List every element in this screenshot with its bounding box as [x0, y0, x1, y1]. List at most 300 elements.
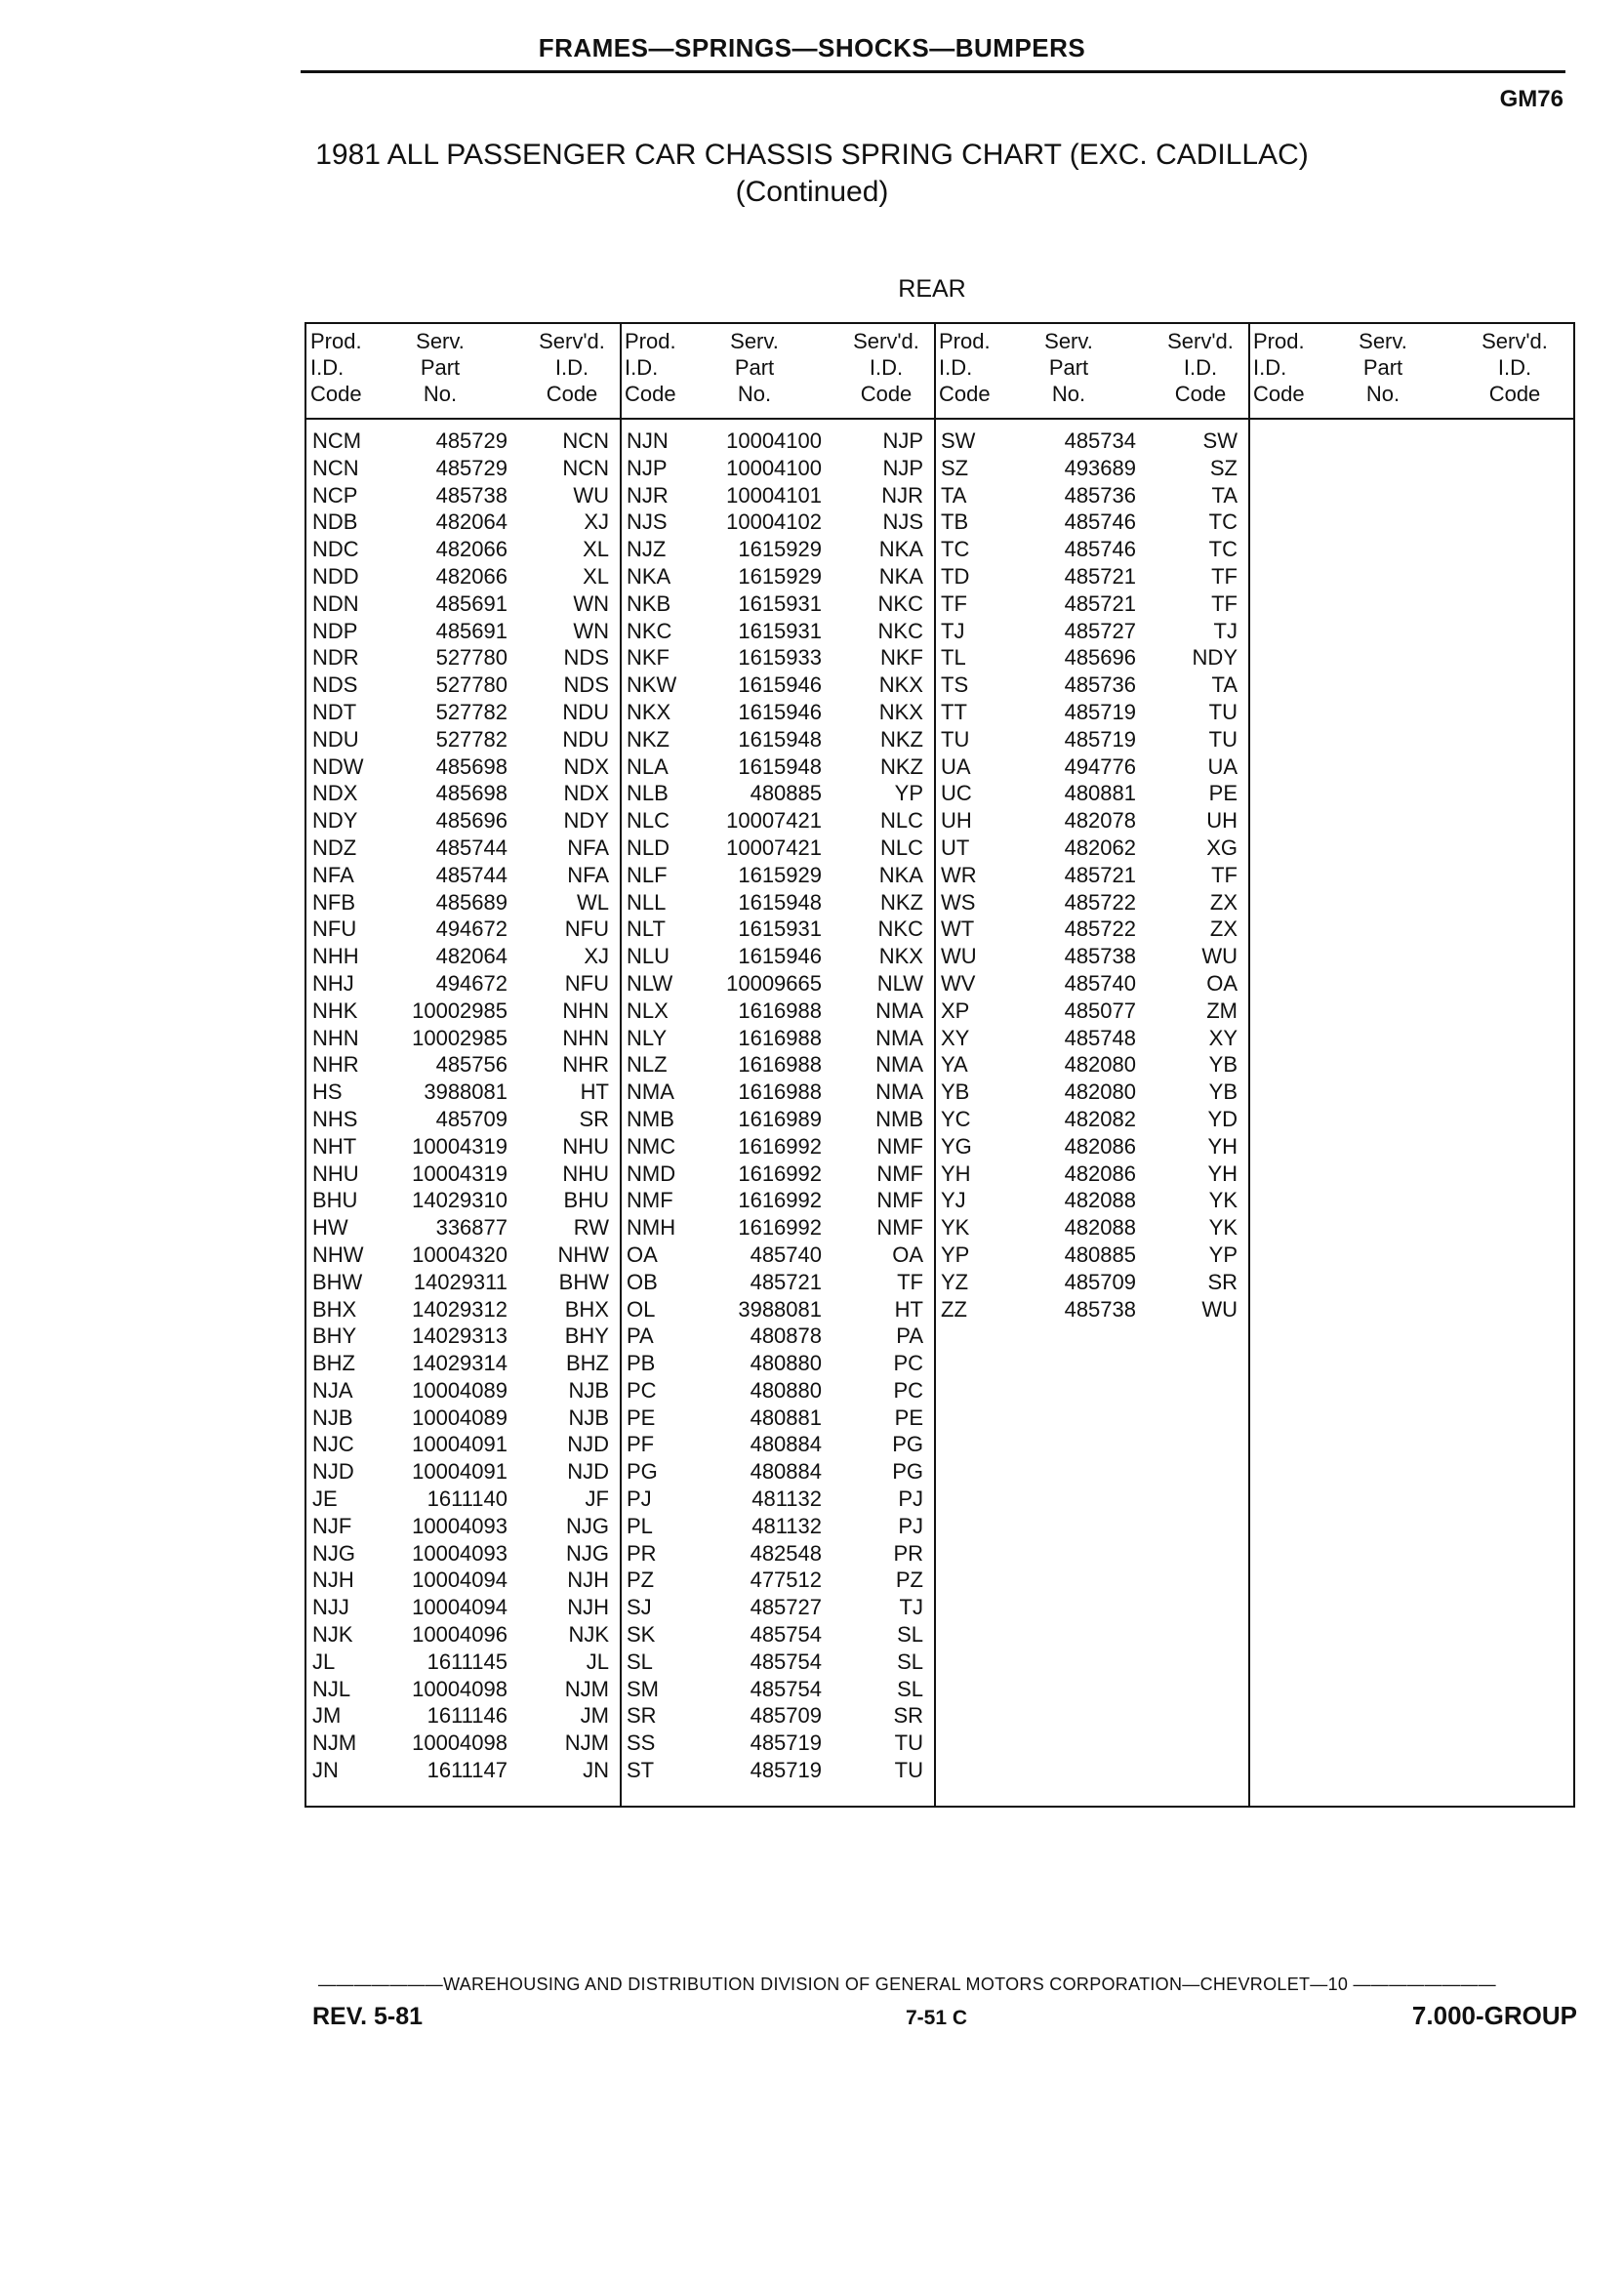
servd-id-code: XL	[583, 563, 609, 589]
servd-id-code: NJK	[568, 1622, 609, 1648]
prod-id-code: NKA	[627, 563, 671, 589]
table-row	[621, 998, 935, 1025]
servd-id-code: OA	[1206, 970, 1238, 996]
prod-id-code: NHS	[312, 1106, 358, 1131]
table-row	[621, 1214, 935, 1242]
prod-id-code: NJG	[312, 1540, 355, 1566]
header-text: I.D.	[310, 355, 345, 380]
table-row	[621, 1160, 935, 1188]
table-row	[306, 482, 621, 509]
table-row	[621, 916, 935, 943]
table-row	[935, 916, 1249, 943]
header-text: Prod.	[1253, 329, 1305, 353]
table-row	[306, 1160, 621, 1188]
table-row	[935, 780, 1249, 807]
serv-part-no: 3988081	[424, 1079, 508, 1105]
servd-id-code: NJD	[567, 1459, 609, 1485]
serv-part-no: 1615931	[738, 916, 822, 942]
prod-id-code: NDY	[312, 808, 358, 834]
prod-id-code: JE	[312, 1486, 338, 1512]
table-row	[306, 1676, 621, 1703]
table-row	[306, 1051, 621, 1079]
serv-part-no: 485689	[435, 889, 508, 915]
servd-id-code: SR	[579, 1106, 609, 1131]
servd-id-code: NJD	[567, 1432, 609, 1457]
prod-id-code: OL	[627, 1296, 656, 1322]
serv-part-no: 485754	[750, 1676, 822, 1701]
header-text: Code	[860, 382, 913, 406]
prod-id-code: HS	[312, 1079, 343, 1105]
prod-id-code: NJJ	[312, 1595, 349, 1620]
prod-id-code: NKC	[627, 618, 672, 643]
servd-id-code: NKC	[877, 916, 923, 942]
table-row	[935, 1242, 1249, 1269]
table-row	[306, 1079, 621, 1106]
serv-part-no: 10004101	[726, 482, 822, 508]
servd-id-code: HT	[894, 1296, 923, 1322]
table-row	[621, 1540, 935, 1568]
table-row	[935, 536, 1249, 563]
servd-id-code: XG	[1206, 835, 1238, 860]
servd-id-code: NDX	[563, 781, 609, 806]
servd-id-code: SL	[897, 1676, 923, 1701]
table-row	[306, 1757, 621, 1784]
servd-id-code: PE	[894, 1405, 923, 1430]
table-row	[306, 536, 621, 563]
table-row	[935, 889, 1249, 916]
prod-id-code: SS	[627, 1730, 656, 1756]
serv-part-no: 10004102	[726, 509, 822, 535]
serv-part-no: 10004094	[412, 1568, 508, 1593]
serv-part-no: 485738	[1064, 944, 1136, 969]
table-row	[621, 1106, 935, 1133]
serv-part-no: 485754	[750, 1622, 822, 1648]
table-row	[621, 1025, 935, 1052]
prod-id-code: TF	[941, 590, 967, 616]
servd-id-code: NKA	[878, 563, 923, 589]
serv-part-no: 482548	[750, 1540, 822, 1566]
header-serv-part-no	[710, 328, 798, 407]
servd-id-code: NMA	[875, 1025, 923, 1050]
serv-part-no: 485722	[1064, 916, 1136, 942]
servd-id-code: NJR	[881, 482, 923, 508]
servd-id-code: NKA	[878, 537, 923, 562]
serv-part-no: 527780	[435, 645, 508, 671]
table-row	[306, 1649, 621, 1676]
servd-id-code: TU	[894, 1730, 923, 1756]
prod-id-code: NDR	[312, 645, 359, 671]
prod-id-code: NDB	[312, 509, 358, 535]
servd-id-code: TJ	[1213, 618, 1238, 643]
prod-id-code: TS	[941, 672, 969, 698]
serv-part-no: 527782	[435, 726, 508, 752]
prod-id-code: NKW	[627, 672, 677, 698]
serv-part-no: 10004091	[412, 1432, 508, 1457]
servd-id-code: TC	[1208, 537, 1238, 562]
table-row	[306, 753, 621, 781]
prod-id-code: YP	[941, 1242, 970, 1267]
serv-part-no: 485736	[1064, 482, 1136, 508]
servd-id-code: NMA	[875, 1052, 923, 1078]
header-text: Code	[939, 382, 991, 406]
serv-part-no: 1616988	[738, 1052, 822, 1078]
serv-part-no: 485721	[1064, 563, 1136, 589]
prod-id-code: NDD	[312, 563, 359, 589]
servd-id-code: RW	[573, 1215, 609, 1241]
serv-part-no: 10004089	[412, 1405, 508, 1430]
table-row	[621, 1730, 935, 1757]
prod-id-code: YB	[941, 1079, 970, 1105]
serv-part-no: 481132	[751, 1486, 822, 1512]
servd-id-code: NDY	[1192, 645, 1238, 671]
servd-id-code: NJS	[882, 509, 923, 535]
prod-id-code: NMH	[627, 1215, 676, 1241]
prod-id-code: NJF	[312, 1513, 352, 1538]
prod-id-code: NKZ	[627, 726, 670, 752]
servd-id-code: ZX	[1209, 889, 1238, 915]
serv-part-no: 485721	[1064, 862, 1136, 887]
prod-id-code: NMF	[627, 1188, 673, 1213]
serv-part-no: 1611146	[426, 1703, 508, 1729]
prod-id-code: PG	[627, 1459, 658, 1485]
prod-id-code: PR	[627, 1540, 657, 1566]
serv-part-no: 10004100	[726, 455, 822, 480]
header-prod-id-code	[939, 328, 1027, 407]
servd-id-code: NKF	[880, 645, 923, 671]
prod-id-code: SW	[941, 428, 976, 453]
serv-part-no: 482086	[1064, 1160, 1136, 1186]
prod-id-code: XP	[941, 998, 970, 1023]
serv-part-no: 485719	[1064, 699, 1136, 724]
prod-id-code: NLL	[627, 889, 667, 915]
serv-part-no: 485721	[750, 1269, 822, 1294]
serv-part-no: 493689	[1064, 455, 1136, 480]
header-text: Serv.	[416, 329, 465, 353]
table-row	[306, 889, 621, 916]
prod-id-code: NMA	[627, 1079, 674, 1105]
header-text: Prod.	[939, 329, 991, 353]
servd-id-code: TU	[894, 1758, 923, 1783]
prod-id-code: PZ	[627, 1568, 655, 1593]
servd-id-code: NHN	[562, 1025, 609, 1050]
serv-part-no: 1616988	[738, 1025, 822, 1050]
prod-id-code: WR	[941, 862, 977, 887]
table-row	[935, 455, 1249, 482]
table-row	[621, 1323, 935, 1350]
prod-id-code: NJD	[312, 1459, 354, 1485]
prod-id-code: XY	[941, 1025, 970, 1050]
table-row	[935, 1160, 1249, 1188]
prod-id-code: JL	[312, 1649, 336, 1674]
table-row	[621, 835, 935, 862]
prod-id-code: YG	[941, 1133, 972, 1159]
servd-id-code: PC	[893, 1377, 923, 1403]
serv-part-no: 482080	[1064, 1052, 1136, 1078]
prod-id-code: SL	[627, 1649, 653, 1674]
prod-id-code: NJA	[312, 1377, 353, 1403]
table-row	[935, 998, 1249, 1025]
serv-part-no: 10004093	[412, 1540, 508, 1566]
prod-id-code: NDS	[312, 672, 358, 698]
servd-id-code: YK	[1208, 1188, 1238, 1213]
table-row	[306, 835, 621, 862]
table-row	[935, 943, 1249, 970]
prod-id-code: NHH	[312, 944, 359, 969]
serv-part-no: 485709	[750, 1703, 822, 1729]
serv-part-no: 480881	[1064, 781, 1136, 806]
footer-publisher-line: ———————WAREHOUSING AND DISTRIBUTION DIVISION OF GENERAL MOTORS CORPORATION—CHEVROLET—10 ————————	[318, 1975, 1496, 1994]
serv-part-no: 485746	[1064, 537, 1136, 562]
table-row	[935, 618, 1249, 645]
prod-id-code: YZ	[941, 1269, 969, 1294]
header-text: Serv.	[1359, 329, 1407, 353]
serv-part-no: 480885	[750, 781, 822, 806]
serv-part-no: 482080	[1064, 1079, 1136, 1105]
table-row	[621, 726, 935, 753]
servd-id-code: YK	[1208, 1215, 1238, 1241]
serv-part-no: 10004098	[412, 1730, 508, 1756]
prod-id-code: NLX	[627, 998, 669, 1023]
header-text: I.D.	[625, 355, 659, 380]
servd-id-code: NHU	[562, 1133, 609, 1159]
prod-id-code: NJZ	[627, 537, 667, 562]
prod-id-code: YA	[941, 1052, 968, 1078]
table-row	[621, 1431, 935, 1458]
serv-part-no: 485729	[435, 455, 508, 480]
servd-id-code: YB	[1208, 1079, 1238, 1105]
servd-id-code: NDU	[562, 726, 609, 752]
prod-id-code: NHU	[312, 1160, 359, 1186]
serv-part-no: 10007421	[726, 835, 822, 860]
prod-id-code: SR	[627, 1703, 657, 1729]
prod-id-code: OA	[627, 1242, 658, 1267]
rear-label: REAR	[898, 275, 966, 303]
table-row	[306, 1296, 621, 1323]
prod-id-code: PE	[627, 1405, 656, 1430]
header-text: Code	[625, 382, 676, 406]
serv-part-no: 1615929	[738, 537, 822, 562]
prod-id-code: TD	[941, 563, 970, 589]
servd-id-code: BHU	[563, 1188, 609, 1213]
servd-id-code: NJM	[564, 1676, 609, 1701]
prod-id-code: NKX	[627, 699, 671, 724]
servd-id-code: WU	[573, 482, 609, 508]
table-row	[621, 1702, 935, 1730]
prod-id-code: NDZ	[312, 835, 357, 860]
prod-id-code: NKB	[627, 590, 671, 616]
servd-id-code: NMF	[876, 1215, 923, 1241]
table-row	[306, 1431, 621, 1458]
serv-part-no: 10004094	[412, 1595, 508, 1620]
table-row	[306, 618, 621, 645]
table-row	[935, 835, 1249, 862]
prod-id-code: NDW	[312, 753, 364, 779]
prod-id-code: NHT	[312, 1133, 357, 1159]
servd-id-code: UA	[1207, 753, 1238, 779]
table-row	[935, 1051, 1249, 1079]
serv-part-no: 485738	[435, 482, 508, 508]
servd-id-code: NLC	[879, 835, 923, 860]
serv-part-no: 1615948	[738, 726, 822, 752]
group-code: GM76	[1499, 86, 1563, 112]
header-text: Part	[1048, 355, 1089, 380]
header-prod-id-code	[1253, 328, 1341, 407]
table-row	[621, 1458, 935, 1486]
table-row	[935, 1106, 1249, 1133]
serv-part-no: 482088	[1064, 1215, 1136, 1241]
serv-part-no: 485691	[435, 590, 508, 616]
prod-id-code: NDT	[312, 699, 357, 724]
table-row	[621, 1594, 935, 1621]
serv-part-no: 336877	[435, 1215, 508, 1241]
prod-id-code: TJ	[941, 618, 965, 643]
table-row	[935, 644, 1249, 672]
prod-id-code: NJS	[627, 509, 668, 535]
header-serv-part-no	[396, 328, 484, 407]
servd-id-code: SZ	[1209, 455, 1238, 480]
serv-part-no: 477512	[750, 1568, 822, 1593]
prod-id-code: WS	[941, 889, 976, 915]
serv-part-no: 10004100	[726, 428, 822, 453]
serv-part-no: 1615933	[738, 645, 822, 671]
table-row	[935, 590, 1249, 618]
prod-id-code: JM	[312, 1703, 342, 1729]
serv-part-no: 10004319	[412, 1133, 508, 1159]
serv-part-no: 10004319	[412, 1160, 508, 1186]
serv-part-no: 1611147	[426, 1758, 508, 1783]
servd-id-code: NFA	[567, 862, 609, 887]
prod-id-code: NDU	[312, 726, 359, 752]
prod-id-code: UA	[941, 753, 971, 779]
table-row	[621, 1513, 935, 1540]
servd-id-code: NJP	[882, 455, 923, 480]
servd-id-code: NJH	[567, 1595, 609, 1620]
serv-part-no: 10004091	[412, 1459, 508, 1485]
servd-id-code: ZM	[1206, 998, 1238, 1023]
table-row	[621, 753, 935, 781]
header-text: No.	[737, 382, 772, 406]
table-row	[306, 644, 621, 672]
servd-id-code: TA	[1211, 672, 1238, 698]
header-text: Serv'd.	[539, 329, 605, 353]
servd-id-code: TU	[1208, 726, 1238, 752]
serv-part-no: 1615946	[738, 699, 822, 724]
header-text: Serv'd.	[1167, 329, 1234, 353]
table-row	[621, 943, 935, 970]
servd-id-code: SR	[1207, 1269, 1238, 1294]
servd-id-code: NJB	[568, 1405, 609, 1430]
servd-id-code: NMA	[875, 998, 923, 1023]
header-text: Code	[1488, 382, 1541, 406]
serv-part-no: 480881	[750, 1405, 822, 1430]
header-text: I.D.	[1497, 355, 1532, 380]
prod-id-code: PL	[627, 1513, 653, 1538]
table-row	[621, 644, 935, 672]
table-row	[621, 455, 935, 482]
prod-id-code: NJH	[312, 1568, 354, 1593]
serv-part-no: 14029310	[412, 1188, 508, 1213]
servd-id-code: NKX	[878, 944, 923, 969]
prod-id-code: TB	[941, 509, 969, 535]
servd-id-code: YB	[1208, 1052, 1238, 1078]
serv-part-no: 485719	[1064, 726, 1136, 752]
serv-part-no: 1615948	[738, 753, 822, 779]
servd-id-code: WU	[1201, 1296, 1238, 1322]
table-row	[306, 916, 621, 943]
spring-chart-table	[304, 322, 1575, 1808]
table-row	[306, 998, 621, 1025]
prod-id-code: TU	[941, 726, 970, 752]
servd-id-code: NHU	[562, 1160, 609, 1186]
servd-id-code: TF	[1211, 590, 1238, 616]
table-row	[306, 509, 621, 536]
prod-id-code: NJM	[312, 1730, 357, 1756]
servd-id-code: PA	[896, 1323, 923, 1349]
prod-id-code: NCN	[312, 455, 359, 480]
serv-part-no: 482088	[1064, 1188, 1136, 1213]
servd-id-code: YH	[1207, 1133, 1238, 1159]
table-row	[935, 428, 1249, 455]
servd-id-code: NJG	[566, 1513, 609, 1538]
serv-part-no: 14029312	[412, 1296, 508, 1322]
table-row	[621, 1757, 935, 1784]
servd-id-code: BHX	[564, 1296, 609, 1322]
table-row	[306, 1269, 621, 1296]
serv-part-no: 10007421	[726, 808, 822, 834]
table-row	[306, 1323, 621, 1350]
serv-part-no: 485719	[750, 1758, 822, 1783]
serv-part-no: 485727	[750, 1595, 822, 1620]
serv-part-no: 485727	[1064, 618, 1136, 643]
servd-id-code: NLW	[876, 970, 923, 996]
serv-part-no: 1611145	[426, 1649, 508, 1674]
table-column-group	[935, 428, 1249, 1323]
table-row	[621, 1242, 935, 1269]
serv-part-no: 1615931	[738, 590, 822, 616]
servd-id-code: NJB	[568, 1377, 609, 1403]
serv-part-no: 485754	[750, 1649, 822, 1674]
serv-part-no: 10004096	[412, 1622, 508, 1648]
serv-part-no: 485722	[1064, 889, 1136, 915]
header-text: Serv'd.	[1482, 329, 1548, 353]
servd-id-code: NCN	[562, 455, 609, 480]
serv-part-no: 481132	[751, 1513, 822, 1538]
prod-id-code: NHJ	[312, 970, 354, 996]
table-row	[621, 807, 935, 835]
table-row	[935, 563, 1249, 590]
serv-part-no: 1616992	[738, 1133, 822, 1159]
prod-id-code: SM	[627, 1676, 659, 1701]
serv-part-no: 485740	[750, 1242, 822, 1267]
prod-id-code: NDC	[312, 537, 359, 562]
prod-id-code: BHY	[312, 1323, 357, 1349]
servd-id-code: JL	[586, 1649, 609, 1674]
prod-id-code: SK	[627, 1622, 656, 1648]
servd-id-code: NKZ	[880, 753, 923, 779]
table-row	[935, 482, 1249, 509]
servd-id-code: NHN	[562, 998, 609, 1023]
table-row	[621, 862, 935, 889]
serv-part-no: 482066	[435, 537, 508, 562]
servd-id-code: NFA	[567, 835, 609, 860]
servd-id-code: BHZ	[566, 1351, 609, 1376]
table-row	[621, 618, 935, 645]
servd-id-code: NKC	[877, 590, 923, 616]
serv-part-no: 485709	[435, 1106, 508, 1131]
servd-id-code: NKA	[878, 862, 923, 887]
prod-id-code: NLZ	[627, 1052, 668, 1078]
serv-part-no: 482086	[1064, 1133, 1136, 1159]
